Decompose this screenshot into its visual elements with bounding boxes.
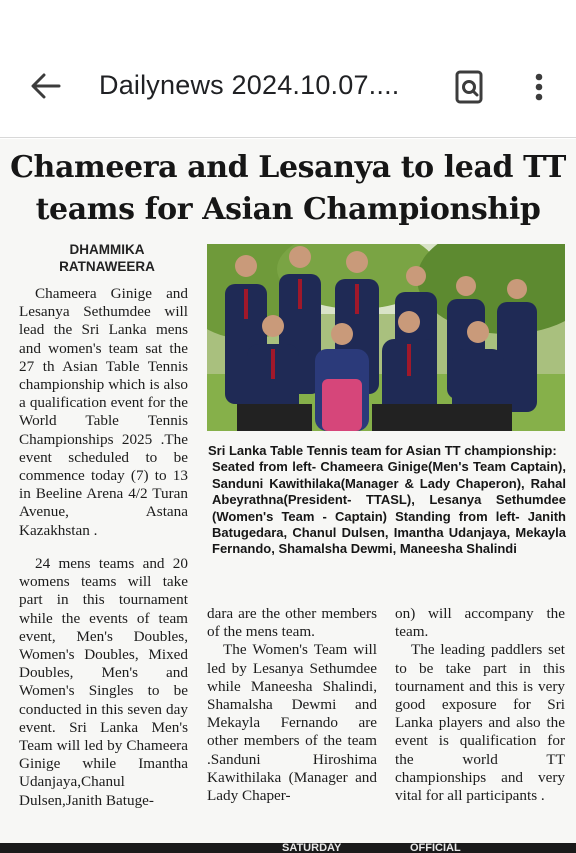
more-vertical-icon bbox=[535, 73, 543, 106]
article-paragraph: on) will accompany the team. bbox=[395, 605, 565, 641]
newspaper-clipping bbox=[0, 139, 576, 853]
article-column-3 bbox=[395, 605, 565, 805]
article-column-1-continued bbox=[19, 555, 188, 810]
article-paragraph: dara are the other members of the mens team. bbox=[207, 605, 377, 641]
article-paragraph: The leading paddlers set to be take part in this tournament and this is very good exposure for Sri Lanka players and also the event is qualification for the world TT championships and very vital for all participants . bbox=[395, 641, 565, 805]
more-options-button[interactable] bbox=[524, 70, 554, 108]
article-column-2 bbox=[207, 605, 377, 805]
article-paragraph: Chameera Ginige and Lesanya Sethumdee will lead the Sri Lanka mens and women's team sat the 27 th Asian Table Tennis championship which is also a qualification event for the World Table Tennis Championships 2025 .The event scheduled to be commence today (7) to 13 in Beeline Arena 4/2 Turan Avenue, Astana Kazakhstan . bbox=[19, 285, 188, 539]
app-bar bbox=[0, 0, 576, 138]
article-headline: Chameera and Lesanya to lead TT teams for Asian Championship bbox=[10, 150, 566, 227]
google-lens-search-icon bbox=[455, 70, 485, 109]
document-title: Dailynews 2024.10.07.... bbox=[99, 70, 400, 100]
arrow-left-icon bbox=[31, 73, 61, 104]
strip-text-right: OFFICIAL bbox=[410, 843, 461, 853]
article-column-1 bbox=[19, 285, 188, 540]
caption-body: Seated from left- Chameera Ginige(Men's Team Captain), Sanduni Kawithilaka(Manager & Lady Chaperon), Rahal Abeyrathna(President- TTASL), Lesanya Sethumdee (Women's Team - Captain) Standing from left- Janith Batugedara, Chanul Dulsen, Imantha Udanjaya, Mekayla Fernando, Shamalsha Dewmi, Maneesha Shalindi bbox=[212, 459, 566, 557]
article-paragraph: 24 mens teams and 20 womens teams will take part in this tournament while the events of team event, Men's Doubles, Women's Doubles, Mixed Doubles, Men's and Women's Singles to be conducted in this seven day event. Sri Lanka Men's Team will led by Chameera Ginige while Imantha Udanjaya,Chanul Dulsen,Janith Batuge- bbox=[19, 555, 188, 809]
team-photo bbox=[207, 244, 565, 431]
back-button[interactable] bbox=[26, 68, 66, 108]
caption-heading: Sri Lanka Table Tennis team for Asian TT championship: bbox=[208, 443, 557, 458]
article-byline: DHAMMIKA RATNAWEERA bbox=[59, 242, 155, 274]
lens-search-button[interactable] bbox=[452, 70, 488, 108]
article-paragraph: The Women's Team will led by Lesanya Sethumdee while Maneesha Shalindi, Shamalsha Dewmi and Mekayla Fernando are other members of the team .Sanduni Hiroshima Kawithilaka (Manager and Lady Chaper- bbox=[207, 641, 377, 805]
strip-text-left: SATURDAY bbox=[282, 843, 342, 853]
photo-caption bbox=[208, 443, 566, 558]
